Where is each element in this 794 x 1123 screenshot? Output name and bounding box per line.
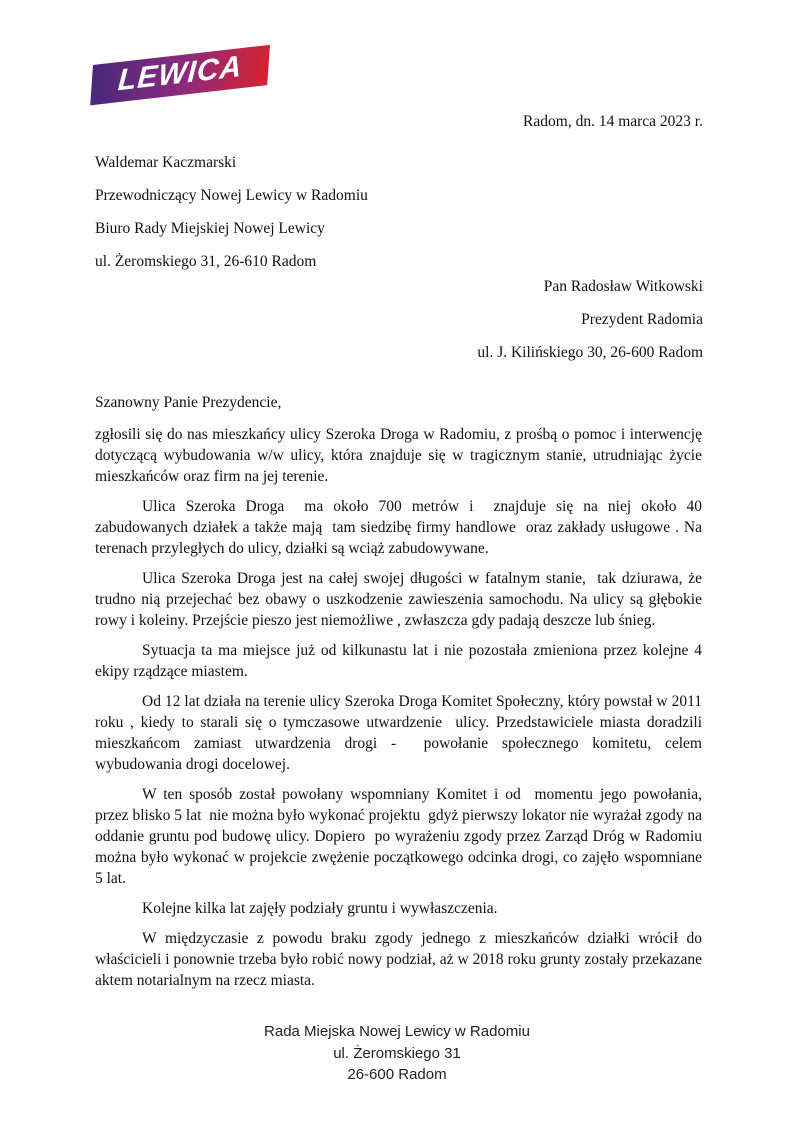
- footer: [0, 1021, 794, 1086]
- body-paragraph: Ulica Szeroka Droga jest na całej swojej długości w fatalnym stanie, tak dziurawa, że trudno nią przejechać bez obawy o uszkodzenie zawieszenia samochodu. Na ulicy są głębokie rowy i koleiny. Przejście pieszo jest niemożliwe , zwłaszcza gdy padają deszcze lub śnieg.: [95, 570, 706, 629]
- lewica-logo: [90, 45, 270, 105]
- salutation: Szanowny Panie Prezydencie,: [95, 394, 282, 411]
- sender-address: ul. Żeromskiego 31, 26-610 Radom: [95, 253, 317, 270]
- recipient-block: [477, 270, 703, 369]
- date-line: Radom, dn. 14 marca 2023 r.: [523, 113, 703, 130]
- recipient-title: Prezydent Radomia: [581, 311, 703, 328]
- letter-body: [95, 424, 706, 1000]
- lewica-logo-text: LEWICA: [116, 49, 244, 98]
- body-paragraph: Ulica Szeroka Droga ma około 700 metrów i znajduje się na niej około 40 zabudowanych działek a także mają tam siedzibę firmy handlowe oraz zakłady usługowe . Na terenach przyległych do ulicy, działki są wciąż zabudowywane.: [95, 498, 706, 557]
- body-paragraph: Sytuacja ta ma miejsce już od kilkunastu lat i nie pozostała zmieniona przez kolejne 4 ekipy rządzące miastem.: [95, 642, 706, 680]
- body-paragraph: zgłosili się do nas mieszkańcy ulicy Szeroka Droga w Radomiu, z prośbą o pomoc i interwencję dotyczącą wybudowania w/w ulicy, która znajduje się w tragicznym stanie, utrudniając życie mieszkańców oraz firm na jej terenie.: [95, 426, 706, 485]
- footer-street: ul. Żeromskiego 31: [333, 1044, 461, 1062]
- body-paragraph: W ten sposób został powołany wspomniany Komitet i od momentu jego powołania, przez blisko 5 lat nie można było wykonać projektu gdyż pierwszy lokator nie wyrażał zgody na oddanie gruntu pod budowę ulicy. Dopiero po wyrażeniu zgody przez Zarząd Dróg w Radomiu można było wykonać w projekcie zwężenie początkowego odcinka drogi, co zajęło wspomniane 5 lat.: [95, 786, 706, 887]
- sender-block: [95, 146, 368, 278]
- sender-office: Biuro Rady Miejskiej Nowej Lewicy: [95, 220, 325, 237]
- body-paragraph: Kolejne kilka lat zajęły podziały gruntu i wywłaszczenia.: [142, 900, 498, 917]
- recipient-name: Pan Radosław Witkowski: [543, 278, 703, 295]
- sender-name: Waldemar Kaczmarski: [95, 154, 237, 171]
- footer-city: 26-600 Radom: [347, 1066, 447, 1083]
- footer-org: Rada Miejska Nowej Lewicy w Radomiu: [264, 1023, 530, 1040]
- body-paragraph: W międzyczasie z powodu braku zgody jednego z mieszkańców działki wrócił do właścicieli i ponownie trzeba było robić nowy podział, aż w 2018 roku grunty zostały przekazane aktem notarialnym na rzecz miasta.: [95, 930, 706, 989]
- sender-title: Przewodniczący Nowej Lewicy w Radomiu: [95, 187, 368, 204]
- body-paragraph: Od 12 lat działa na terenie ulicy Szeroka Droga Komitet Społeczny, który powstał w 2011 roku , kiedy to starali się o tymczasowe utwardzenie ulicy. Przedstawiciele miasta doradzili mieszkańcom zamiast utwardzenia drogi - powołanie społecznego komitetu, celem wybudowania drogi docelowej.: [95, 693, 706, 773]
- recipient-address: ul. J. Kilińskiego 30, 26-600 Radom: [477, 344, 703, 361]
